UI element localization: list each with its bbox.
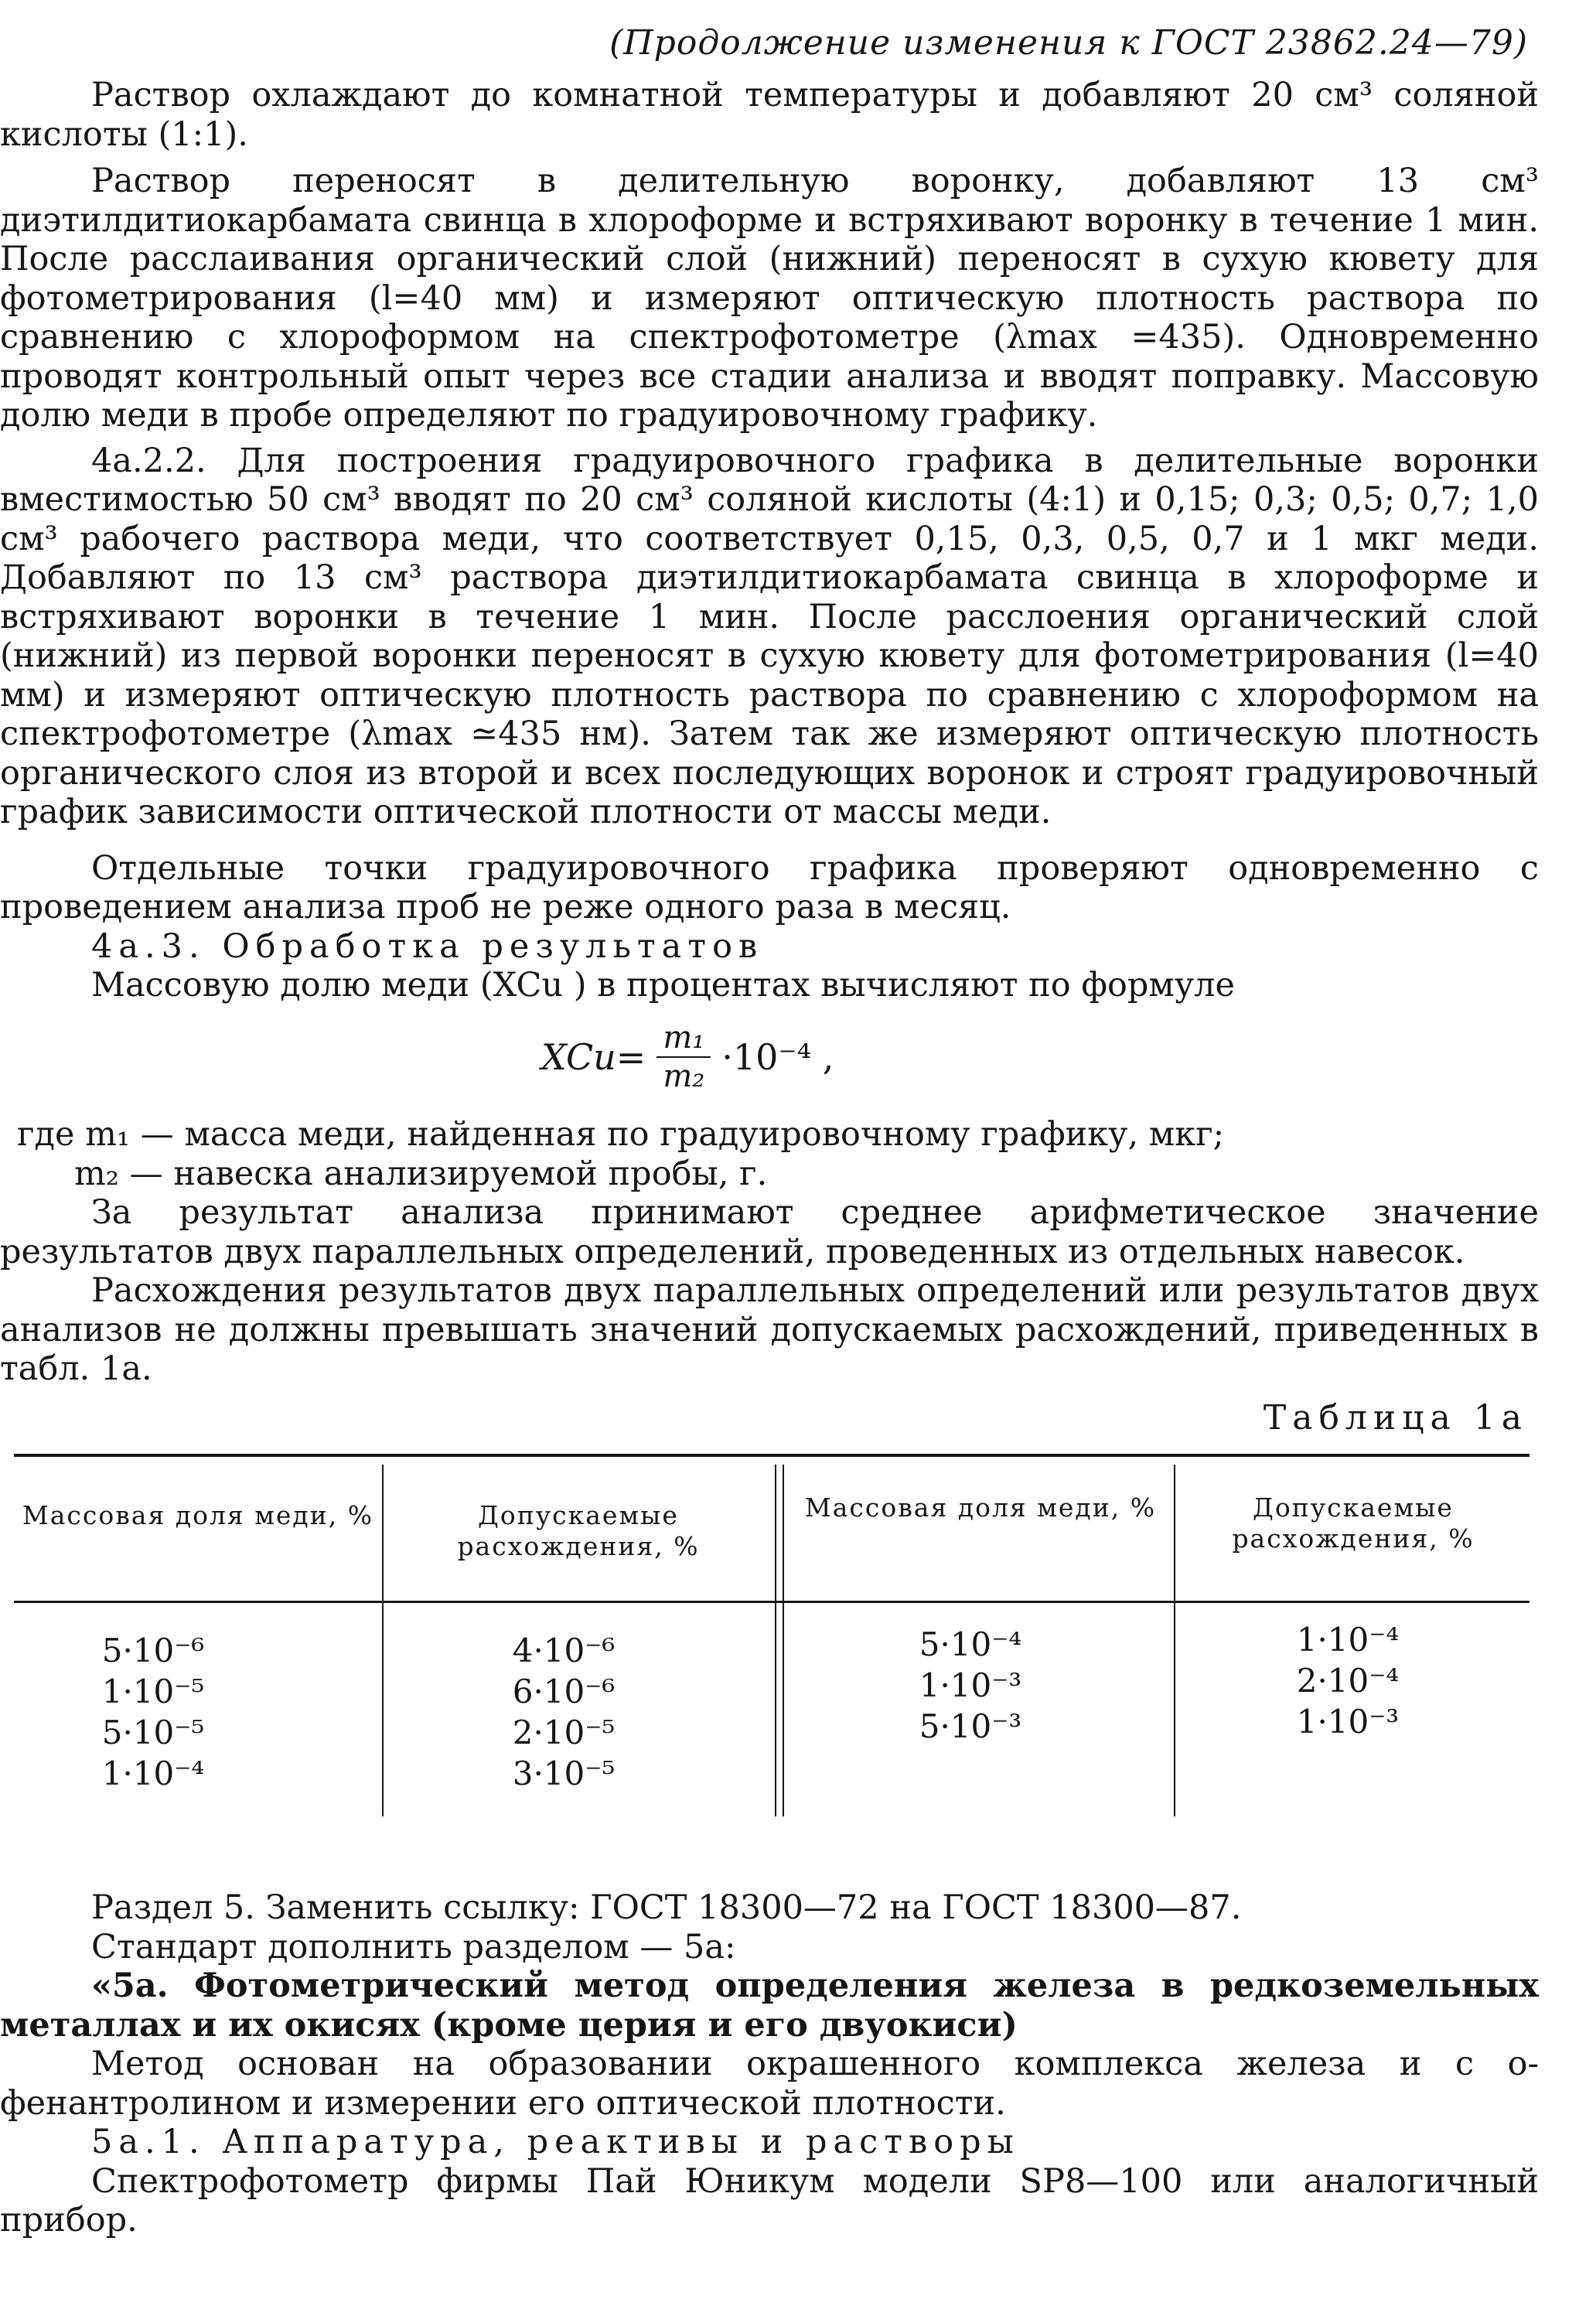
continuation-header: (Продолжение изменения к ГОСТ 23862.24—79) [609, 23, 1528, 63]
table-cell: 5·10⁻⁵ [101, 1714, 205, 1751]
column-tolerance-2 [1267, 1619, 1429, 1742]
column-mass-fraction-1 [76, 1630, 230, 1794]
formula-legend-block [0, 1115, 1539, 1389]
paragraph-calibration: 4а.2.2. Для построения градуировочного графика в делительные воронки вместимостью 50 см³ вводят по 20 см³ соляной кислоты (4:1) и 0,15; 0,3; 0,5; 0,7; 1,0 см³ рабочего раствора меди, что соответствует 0,15, 0,3, 0,5, 0,7 и 1 мкг меди. Добавляют по 13 см³ раствора диэтилдитиокарбамата свинца в хлороформе и встряхивают воронки в течение 1 мин. После расслоения органический слой (нижний) из первой воронки переносят в сухую кювету для фотометрирования (l=40 мм) и измеряют оптическую плотность раствора по сравнению с хлороформом на спектрофотометре (λmax ≃435 нм). Затем так же измеряют оптическую плотность органического слоя из второй и всех последующих воронок и строят градуировочный график зависимости оптической плотности от массы меди. [0, 441, 1539, 831]
paragraph-spectrophotometer: Спектрофотометр фирмы Пай Юникум модели SP8—100 или аналогичный прибор. [0, 2161, 1539, 2239]
header-mass-fraction-1: Массовая доля меди, % [22, 1500, 374, 1530]
paragraph-method-principle: Метод основан на образовании окрашенного комплекса железа и с о-фенантролином и измерении его оптической плотности. [0, 2045, 1539, 2123]
method-text-block [0, 76, 1539, 1005]
table-cell: 2·10⁻⁵ [512, 1714, 616, 1751]
formula-factor: ·10⁻⁴ , [721, 1036, 834, 1078]
table-divider-3 [1174, 1465, 1175, 1816]
table-top-rule [14, 1454, 1530, 1457]
table-cell: 2·10⁻⁴ [1296, 1662, 1400, 1700]
column-mass-fraction-2 [889, 1624, 1052, 1747]
section-5-block [0, 1888, 1539, 2240]
column-tolerance-1 [483, 1630, 645, 1794]
header-tolerance-2: Допускаемые расхождения, % [1232, 1492, 1475, 1554]
table-cell: 4·10⁻⁶ [512, 1632, 616, 1670]
heading-results-processing: 4а.3. Обработка результатов [91, 926, 764, 966]
paragraph-discrepancies: Расхождения результатов двух параллельных определений или результатов двух анализов не должны превышать значений допускаемых расхождений, приведенных в табл. 1а. [0, 1271, 1539, 1388]
formula-numerator: m₁ [656, 1021, 711, 1058]
tolerance-table [14, 1454, 1530, 1833]
paragraph-extraction: Раствор переносят в делительную воронку, добавляют 13 см³ диэтилдитиокарбамата свинца в хлороформе и встряхивают воронку в течение 1 мин. После расслаивания органический слой (нижний) переносят в сухую кювету для фотометрирования (l=40 мм) и измеряют оптическую плотность раствора по сравнению с хлороформом на спектрофотометре (λmax =435). Одновременно проводят контрольный опыт через все стадии анализа и вводят поправку. Массовую долю меди в пробе определяют по градуировочному графику. [0, 162, 1539, 435]
table-cell: 6·10⁻⁶ [512, 1673, 616, 1711]
legend-m2: m₂ — навеска анализируемой пробы, г. [74, 1154, 768, 1193]
heading-section-5a: «5а. Фотометрический метод определения железа в редкоземельных металлах и их окисях (кроме церия и его двуокиси) [0, 1966, 1539, 2045]
table-cell: 1·10⁻³ [1296, 1703, 1400, 1741]
table-cell: 1·10⁻⁴ [1296, 1621, 1400, 1659]
formula-lhs: XCu= [541, 1036, 646, 1078]
table-cell: 1·10⁻⁴ [101, 1755, 205, 1792]
paragraph-formula-intro: Массовую долю меди (XCu ) в процентах вычисляют по формуле [91, 966, 1235, 1005]
table-cell: 3·10⁻⁵ [512, 1755, 616, 1792]
table-divider-2a [775, 1465, 776, 1816]
paragraph-section-5a-added: Стандарт дополнить разделом — 5а: [91, 1927, 736, 1966]
header-mass-fraction-2: Массовая доля меди, % [804, 1492, 1157, 1523]
table-divider-1 [382, 1465, 384, 1816]
table-divider-2b [783, 1465, 784, 1816]
table-cell: 5·10⁻⁴ [919, 1625, 1022, 1663]
table-cell: 1·10⁻³ [919, 1666, 1022, 1704]
paragraph-section-5-reference: Раздел 5. Заменить ссылку: ГОСТ 18300—72 на ГОСТ 18300—87. [91, 1888, 1242, 1927]
table-cell: 1·10⁻⁵ [101, 1673, 205, 1711]
header-tolerance-1: Допускаемые расхождения, % [457, 1500, 700, 1561]
legend-m1: где m₁ — масса меди, найденная по градуировочному графику, мкг; [17, 1115, 1225, 1154]
table-header-rule [14, 1601, 1530, 1603]
heading-apparatus: 5а.1. Аппаратура, реактивы и растворы [91, 2123, 1020, 2161]
copper-formula [541, 1021, 834, 1093]
formula-denominator: m₂ [663, 1059, 705, 1094]
paragraph-result-definition: За результат анализа принимают среднее арифметическое значение результатов двух параллельных определений, проведенных из отдельных навесок. [0, 1193, 1539, 1271]
formula-fraction [656, 1021, 711, 1093]
paragraph-cooling: Раствор охлаждают до комнатной температуры и добавляют 20 см³ соляной кислоты (1:1). [0, 76, 1539, 154]
table-cell: 5·10⁻⁶ [101, 1632, 205, 1670]
paragraph-check-points: Отдельные точки градуировочного графика проверяют одновременно с проведением анализа проб не реже одного раза в месяц. [0, 848, 1539, 926]
table-cell: 5·10⁻³ [919, 1707, 1022, 1745]
table-title: Таблица 1а [1263, 1398, 1528, 1438]
